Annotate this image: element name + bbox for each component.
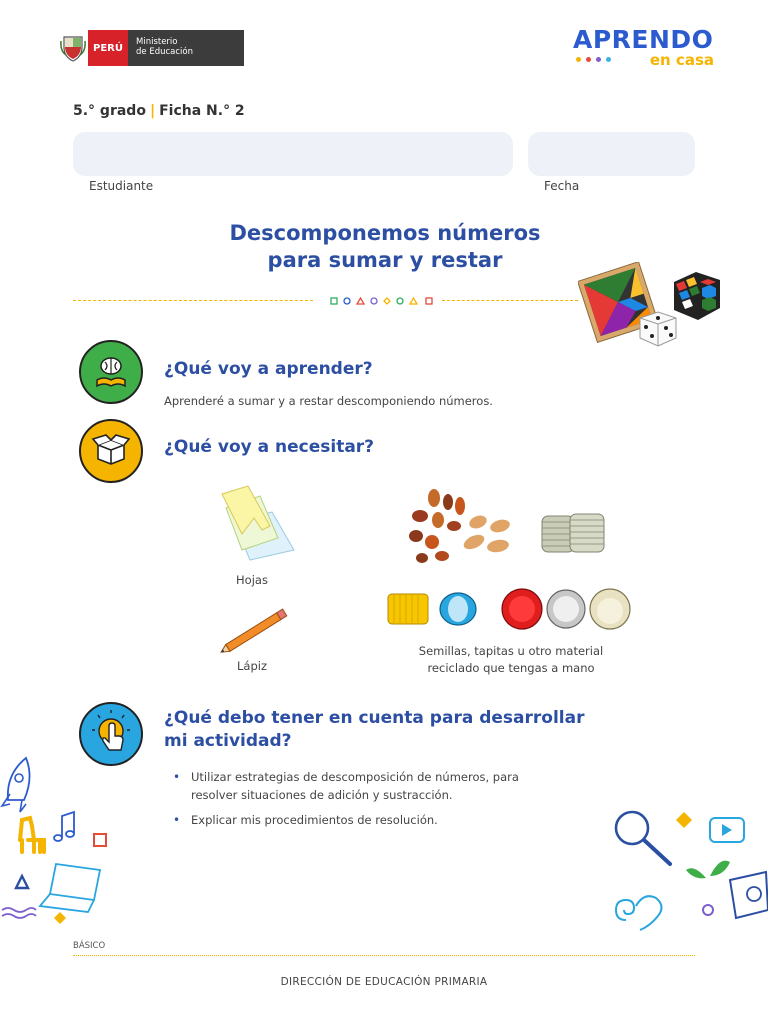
magnifier-icon: [616, 812, 670, 864]
list-item: • Utilizar estrategias de descomposición de números, para resolver situaciones de adición y sustracción.: [164, 768, 584, 804]
footer-direction: DIRECCIÓN DE EDUCACIÓN PRIMARIA: [280, 976, 488, 988]
peru-label: PERÚ: [88, 30, 128, 66]
tangram-cube-dice-illustration: [578, 262, 730, 352]
divider-right: [442, 300, 578, 301]
divider-left: [73, 300, 313, 301]
divider-shapes: [330, 296, 434, 306]
brand-dots: [576, 57, 611, 62]
ministry-label: Ministerio de Educación: [128, 30, 244, 66]
page-title: Descomponemos números para sumar y restar: [229, 221, 541, 272]
music-note-icon: [54, 812, 74, 841]
need-heading: ¿Qué voy a necesitar?: [164, 437, 375, 457]
pencil-icon: [215, 608, 295, 654]
grade-separator: |: [149, 103, 156, 119]
aprendo-en-casa-logo: [573, 26, 718, 72]
learn-text: Aprenderé a sumar y a restar descomponiendo números.: [164, 394, 493, 408]
radio-icon: [730, 872, 768, 918]
brand-main-text: APRENDO: [573, 25, 714, 54]
grade-line: [73, 103, 245, 119]
box-icon: [79, 419, 143, 483]
coins-stack-illustration: [538, 508, 608, 558]
brand-sub-text: en casa: [649, 51, 714, 69]
sprout-icon: [686, 861, 730, 879]
consider-heading: ¿Qué debo tener en cuenta para desarrollar mi actividad?: [164, 708, 585, 751]
seeds-illustration: [402, 486, 522, 568]
sheets-illustration: [212, 482, 298, 568]
play-video-icon: [710, 818, 744, 842]
materials-caption: Semillas, tapitas u otro material reciclado que tengas a mano: [418, 644, 604, 675]
date-field[interactable]: [528, 132, 695, 176]
laptop-icon: [40, 864, 100, 912]
right-doodles: [606, 806, 768, 942]
date-label: Fecha: [544, 179, 580, 193]
learn-heading: ¿Qué voy a aprender?: [164, 359, 373, 379]
monkey-spiral-icon: [616, 896, 662, 930]
level-label: BÁSICO: [73, 941, 106, 951]
colored-shapes-icon: [330, 296, 434, 306]
list-item: • Explicar mis procedimientos de resolución.: [164, 811, 584, 829]
left-doodles: [0, 756, 120, 936]
llama-icon: [20, 818, 44, 852]
footer-divider: [73, 955, 695, 956]
pencil-caption: Lápiz: [237, 659, 267, 673]
grade-label: 5.° grado: [73, 103, 146, 119]
brain-book-icon: [79, 340, 143, 404]
student-name-field[interactable]: [73, 132, 513, 176]
bottle-caps-illustration: [386, 588, 636, 630]
student-label: Estudiante: [89, 179, 154, 193]
sheets-caption: Hojas: [236, 573, 268, 587]
sheet-number: Ficha N.° 2: [159, 103, 245, 119]
ministry-logo: [58, 30, 244, 66]
consider-bullet-list: [164, 768, 584, 836]
rocket-icon: [2, 758, 30, 812]
coat-of-arms-icon: [58, 30, 88, 66]
